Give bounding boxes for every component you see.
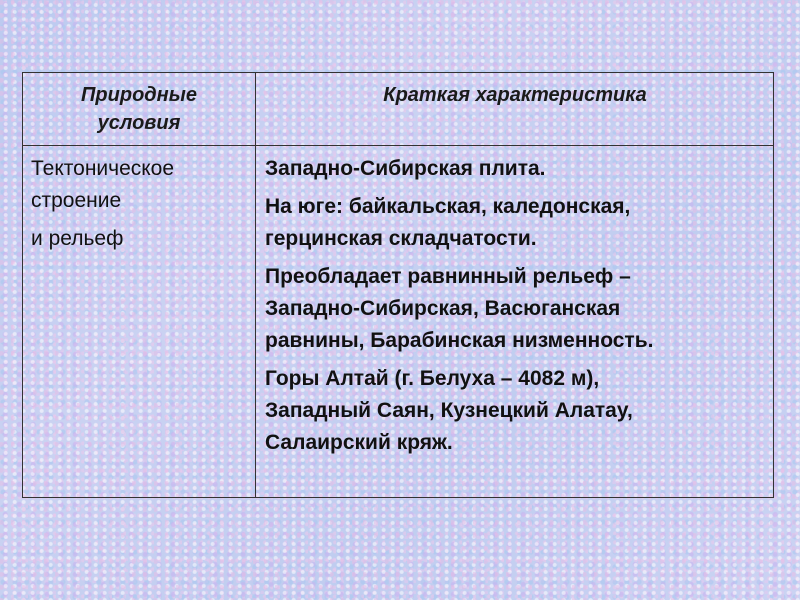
cell-left-line: Тектоническое [31,157,175,180]
paragraph-line: Горы Алтай (г. Белуха – 4082 м), [265,367,600,390]
paragraph-line: Салаирский кряж. [265,431,453,454]
paragraph-relief [265,261,770,357]
paragraph-mountains [265,363,770,459]
cell-left-line: и рельеф [31,227,124,250]
paragraph-line: герцинская складчатости. [265,227,537,250]
natural-conditions-table [22,72,774,498]
paragraph-line: На юге: байкальская, каледонская, [265,195,631,218]
paragraph-line: равнины, Барабинская низменность. [265,329,654,352]
header-row-divider [23,145,773,146]
cell-tectonic-structure [31,153,251,255]
header-col1-line: Природные [81,84,197,106]
header-col2-line: Краткая характеристика [383,84,647,106]
cell-left-line: строение [31,189,122,212]
paragraph-line: Преобладает равнинный рельеф – [265,265,631,288]
header-natural-conditions [23,81,255,137]
paragraph-line: Западно-Сибирская плита. [265,157,546,180]
paragraph-line: Западный Саян, Кузнецкий Алатау, [265,399,633,422]
header-col1-line: условия [97,112,181,134]
paragraph-line: Западно-Сибирская, Васюганская [265,297,621,320]
header-brief-characteristic [255,81,775,109]
column-divider [255,73,256,497]
paragraph-foldings [265,191,770,255]
cell-characteristic [265,153,770,465]
paragraph-plate [265,153,770,185]
